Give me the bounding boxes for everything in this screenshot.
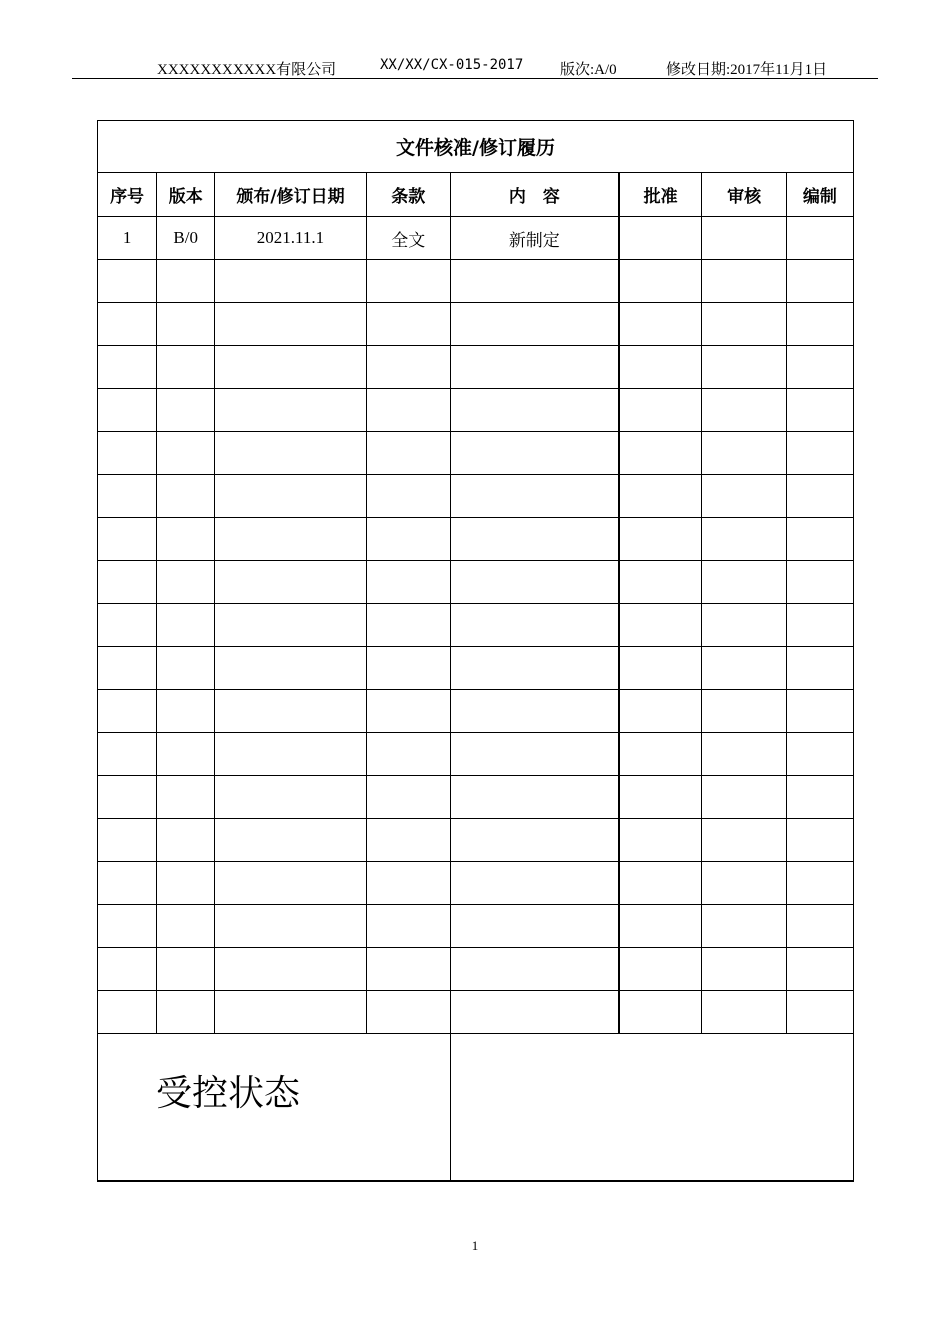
- table-cell-issue-revision-date: [215, 819, 366, 862]
- table-cell-reviewed-by: [702, 303, 786, 346]
- table-row: [98, 217, 854, 260]
- modified-date: 修改日期:2017年11月1日: [666, 62, 828, 78]
- table-cell-reviewed-by: [702, 776, 786, 819]
- table-cell-content: [450, 862, 618, 905]
- table-cell-seq-no: [98, 819, 157, 862]
- table-row: [98, 690, 854, 733]
- table-cell-prepared-by: [786, 260, 853, 303]
- table-cell-clause: [366, 389, 450, 432]
- table-cell-reviewed-by: [702, 991, 786, 1034]
- table-cell-issue-revision-date: [215, 991, 366, 1034]
- table-cell-version: [157, 303, 215, 346]
- table-cell-version: [157, 862, 215, 905]
- table-row: [98, 561, 854, 604]
- column-header-issue-revision-date: 颁布/修订日期: [215, 173, 366, 217]
- table-cell-issue-revision-date: [215, 604, 366, 647]
- table-cell-version: [157, 776, 215, 819]
- table-cell-content: [450, 432, 618, 475]
- controlled-status-stamp-area: [450, 1034, 853, 1182]
- table-cell-reviewed-by: [702, 647, 786, 690]
- table-cell-prepared-by: [786, 819, 853, 862]
- table-cell-approved-by: [619, 604, 702, 647]
- table-row: [98, 346, 854, 389]
- table-cell-content: [450, 518, 618, 561]
- table-cell-version: [157, 260, 215, 303]
- table-cell-clause: [366, 303, 450, 346]
- table-cell-approved-by: [619, 862, 702, 905]
- table-cell-seq-no: [98, 260, 157, 303]
- table-cell-approved-by: [619, 389, 702, 432]
- table-cell-clause: [366, 862, 450, 905]
- table-row: [98, 647, 854, 690]
- table-row: [98, 948, 854, 991]
- table-cell-clause: [366, 260, 450, 303]
- table-cell-clause: [366, 733, 450, 776]
- table-row: [98, 303, 854, 346]
- table-title: 文件核准/修订履历: [98, 121, 854, 173]
- table-cell-clause: [366, 819, 450, 862]
- table-cell-clause: [366, 948, 450, 991]
- page-number: 1: [471, 1238, 479, 1253]
- table-cell-reviewed-by: [702, 217, 786, 260]
- table-cell-version: [157, 647, 215, 690]
- table-cell-prepared-by: [786, 217, 853, 260]
- table-cell-reviewed-by: [702, 346, 786, 389]
- table-cell-reviewed-by: [702, 690, 786, 733]
- table-cell-prepared-by: [786, 346, 853, 389]
- table-cell-content: [450, 690, 618, 733]
- document-number: XX/XX/CX-015-2017: [380, 57, 524, 73]
- table-row: [98, 991, 854, 1034]
- table-cell-seq-no: [98, 604, 157, 647]
- table-cell-content: [450, 776, 618, 819]
- table-cell-version: [157, 733, 215, 776]
- table-cell-prepared-by: [786, 948, 853, 991]
- table-cell-approved-by: [619, 260, 702, 303]
- table-cell-approved-by: [619, 776, 702, 819]
- table-cell-version: [157, 819, 215, 862]
- table-cell-clause: [366, 647, 450, 690]
- column-header-content: 内 容: [450, 173, 618, 217]
- revision-label: 版次:A/0: [560, 62, 617, 78]
- table-cell-prepared-by: [786, 604, 853, 647]
- table-cell-prepared-by: [786, 733, 853, 776]
- table-cell-seq-no: [98, 303, 157, 346]
- table-cell-approved-by: [619, 303, 702, 346]
- table-cell-version: [157, 690, 215, 733]
- table-cell-content: [450, 389, 618, 432]
- table-cell-seq-no: [98, 389, 157, 432]
- table-cell-reviewed-by: [702, 948, 786, 991]
- table-cell-approved-by: [619, 432, 702, 475]
- table-cell-content: [450, 991, 618, 1034]
- table-row: [98, 432, 854, 475]
- column-header-reviewed-by: 审核: [702, 173, 786, 217]
- table-cell-prepared-by: [786, 518, 853, 561]
- table-cell-content: [450, 475, 618, 518]
- column-header-clause: 条款: [366, 173, 450, 217]
- table-cell-approved-by: [619, 561, 702, 604]
- table-cell-content: 新制定: [450, 217, 618, 260]
- table-cell-version: [157, 518, 215, 561]
- table-cell-version: [157, 561, 215, 604]
- table-cell-prepared-by: [786, 690, 853, 733]
- table-cell-seq-no: [98, 948, 157, 991]
- table-cell-seq-no: [98, 432, 157, 475]
- table-cell-issue-revision-date: [215, 475, 366, 518]
- table-cell-content: [450, 604, 618, 647]
- table-cell-issue-revision-date: [215, 432, 366, 475]
- table-cell-clause: [366, 905, 450, 948]
- table-row: [98, 389, 854, 432]
- table-cell-reviewed-by: [702, 733, 786, 776]
- table-cell-issue-revision-date: [215, 518, 366, 561]
- table-cell-seq-no: [98, 776, 157, 819]
- table-cell-content: [450, 561, 618, 604]
- table-row: [98, 776, 854, 819]
- table-cell-version: [157, 948, 215, 991]
- table-cell-prepared-by: [786, 776, 853, 819]
- column-header-version: 版本: [157, 173, 215, 217]
- column-header-approved-by: 批准: [619, 173, 702, 217]
- table-cell-clause: [366, 604, 450, 647]
- table-cell-version: B/0: [157, 217, 215, 260]
- table-cell-seq-no: [98, 991, 157, 1034]
- table-cell-approved-by: [619, 518, 702, 561]
- table-cell-approved-by: [619, 217, 702, 260]
- table-cell-content: [450, 819, 618, 862]
- table-cell-approved-by: [619, 733, 702, 776]
- table-cell-approved-by: [619, 690, 702, 733]
- table-cell-version: [157, 991, 215, 1034]
- table-cell-content: [450, 948, 618, 991]
- column-header-prepared-by: 编制: [786, 173, 853, 217]
- table-cell-seq-no: [98, 346, 157, 389]
- table-cell-seq-no: [98, 475, 157, 518]
- table-cell-approved-by: [619, 647, 702, 690]
- table-cell-issue-revision-date: [215, 303, 366, 346]
- table-cell-prepared-by: [786, 475, 853, 518]
- table-cell-seq-no: [98, 905, 157, 948]
- table-cell-version: [157, 604, 215, 647]
- table-cell-approved-by: [619, 948, 702, 991]
- table-cell-seq-no: 1: [98, 217, 157, 260]
- table-cell-clause: 全文: [366, 217, 450, 260]
- table-cell-clause: [366, 432, 450, 475]
- table-cell-issue-revision-date: [215, 346, 366, 389]
- table-cell-seq-no: [98, 690, 157, 733]
- table-cell-seq-no: [98, 518, 157, 561]
- table-cell-issue-revision-date: 2021.11.1: [215, 217, 366, 260]
- table-cell-prepared-by: [786, 432, 853, 475]
- table-cell-issue-revision-date: [215, 389, 366, 432]
- table-cell-clause: [366, 776, 450, 819]
- table-cell-reviewed-by: [702, 260, 786, 303]
- table-cell-version: [157, 346, 215, 389]
- table-row: [98, 518, 854, 561]
- table-cell-content: [450, 303, 618, 346]
- table-row: [98, 733, 854, 776]
- table-cell-prepared-by: [786, 561, 853, 604]
- table-cell-reviewed-by: [702, 819, 786, 862]
- table-cell-issue-revision-date: [215, 776, 366, 819]
- company-name: XXXXXXXXXXX有限公司: [157, 62, 337, 78]
- table-cell-seq-no: [98, 561, 157, 604]
- table-cell-reviewed-by: [702, 561, 786, 604]
- table-row: [98, 260, 854, 303]
- table-row: [98, 905, 854, 948]
- table-cell-seq-no: [98, 647, 157, 690]
- table-cell-reviewed-by: [702, 604, 786, 647]
- table-cell-reviewed-by: [702, 432, 786, 475]
- table-cell-reviewed-by: [702, 389, 786, 432]
- table-cell-clause: [366, 475, 450, 518]
- controlled-status-label: 受控状态: [156, 1072, 301, 1114]
- table-cell-approved-by: [619, 991, 702, 1034]
- table-row: [98, 475, 854, 518]
- table-cell-issue-revision-date: [215, 733, 366, 776]
- table-cell-seq-no: [98, 733, 157, 776]
- table-cell-version: [157, 475, 215, 518]
- table-cell-clause: [366, 518, 450, 561]
- table-cell-issue-revision-date: [215, 948, 366, 991]
- table-cell-issue-revision-date: [215, 690, 366, 733]
- table-cell-approved-by: [619, 346, 702, 389]
- table-cell-prepared-by: [786, 905, 853, 948]
- table-cell-prepared-by: [786, 389, 853, 432]
- table-cell-clause: [366, 346, 450, 389]
- column-header-row: [98, 173, 854, 217]
- table-cell-content: [450, 733, 618, 776]
- table-cell-content: [450, 346, 618, 389]
- table-cell-issue-revision-date: [215, 905, 366, 948]
- table-cell-content: [450, 905, 618, 948]
- table-cell-prepared-by: [786, 303, 853, 346]
- controlled-status-row: [98, 1034, 854, 1182]
- header-divider: [72, 78, 878, 79]
- table-cell-seq-no: [98, 862, 157, 905]
- table-cell-version: [157, 389, 215, 432]
- table-cell-clause: [366, 690, 450, 733]
- table-cell-approved-by: [619, 475, 702, 518]
- table-cell-reviewed-by: [702, 518, 786, 561]
- table-cell-prepared-by: [786, 991, 853, 1034]
- table-cell-content: [450, 647, 618, 690]
- table-cell-prepared-by: [786, 862, 853, 905]
- table-cell-issue-revision-date: [215, 862, 366, 905]
- table-cell-version: [157, 905, 215, 948]
- table-cell-approved-by: [619, 819, 702, 862]
- table-cell-version: [157, 432, 215, 475]
- table-cell-clause: [366, 991, 450, 1034]
- table-cell-issue-revision-date: [215, 561, 366, 604]
- table-row: [98, 862, 854, 905]
- table-row: [98, 819, 854, 862]
- table-cell-reviewed-by: [702, 862, 786, 905]
- table-cell-clause: [366, 561, 450, 604]
- table-cell-approved-by: [619, 905, 702, 948]
- table-cell-reviewed-by: [702, 475, 786, 518]
- table-cell-content: [450, 260, 618, 303]
- column-header-seq-no: 序号: [98, 173, 157, 217]
- table-row: [98, 604, 854, 647]
- table-cell-prepared-by: [786, 647, 853, 690]
- table-cell-reviewed-by: [702, 905, 786, 948]
- table-cell-issue-revision-date: [215, 647, 366, 690]
- table-cell-issue-revision-date: [215, 260, 366, 303]
- revision-history-table: [97, 120, 854, 1182]
- controlled-status-cell: [98, 1034, 451, 1182]
